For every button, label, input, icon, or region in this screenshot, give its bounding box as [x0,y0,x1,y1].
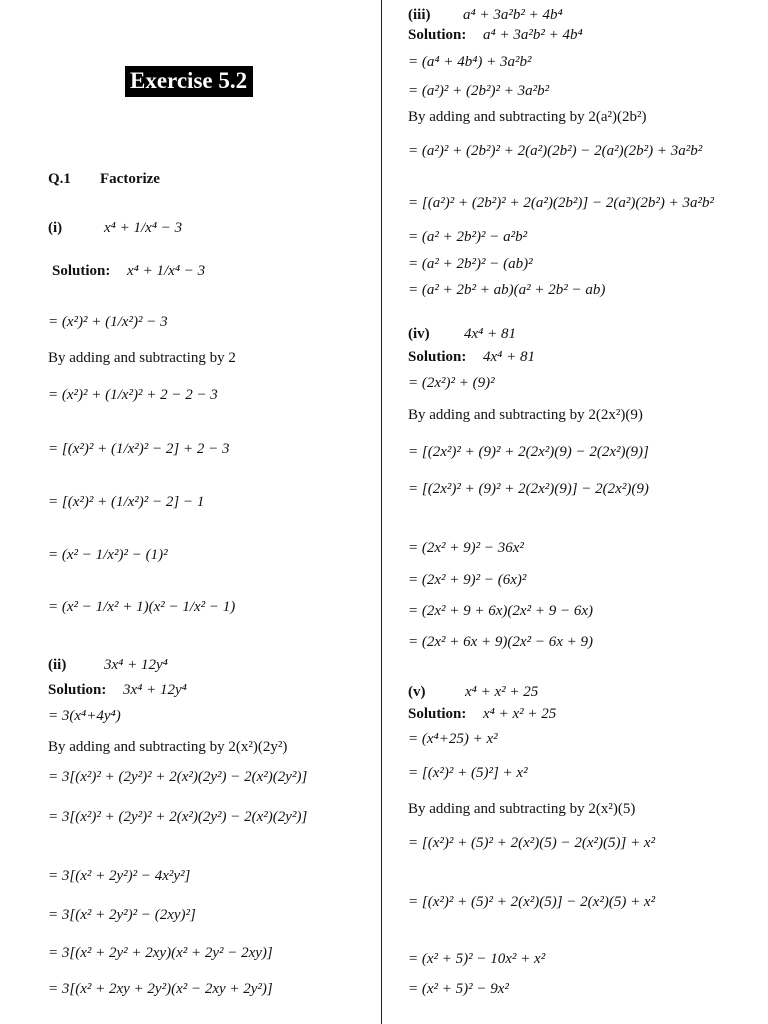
right-step: = (2x² + 9)² − 36x² [408,540,524,556]
right-step-note: By adding and subtracting by 2(2x²)(9) [408,407,643,423]
right-label: Solution: [408,349,467,365]
right-step: = (x⁴+25) + x² [408,731,498,747]
left-step: = [(x²)² + (1/x²)² − 2] + 2 − 3 [48,441,230,457]
left-expression: 3x⁴ + 12y⁴ [123,682,187,698]
right-step-note: By adding and subtracting by 2(x²)(5) [408,801,636,817]
left-step: = 3[(x² + 2y²)² − 4x²y²] [48,868,191,884]
right-label: Solution: [408,27,467,43]
right-step: = (a²)² + (2b²)² + 3a²b² [408,83,550,99]
left-label: (ii) [48,657,67,673]
left-label: Solution: [52,263,111,279]
left-expression: x⁴ + 1/x⁴ − 3 [104,220,183,236]
right-step: = (a² + 2b² + ab)(a² + 2b² − ab) [408,282,606,298]
right-step: = [(x²)² + (5)² + 2(x²)(5)] − 2(x²)(5) + x² [408,894,656,910]
left-label: (i) [48,220,63,236]
right-step-note: By adding and subtracting by 2(a²)(2b²) [408,109,647,125]
right-label: (v) [408,684,426,700]
left-expression: x⁴ + 1/x⁴ − 3 [127,263,206,279]
right-step: = (2x² + 6x + 9)(2x² − 6x + 9) [408,634,593,650]
left-step-note: By adding and subtracting by 2 [48,350,236,366]
right-expression: x⁴ + x² + 25 [465,684,539,700]
right-step: = (a² + 2b²)² − (ab)² [408,256,533,272]
left-step: = 3[(x² + 2y²)² − (2xy)²] [48,907,196,923]
right-step: = (a² + 2b²)² − a²b² [408,229,528,245]
right-expression: 4x⁴ + 81 [464,326,516,342]
question-number: Q.1 [48,171,71,187]
left-step: = 3[(x² + 2xy + 2y²)(x² − 2xy + 2y²)] [48,981,273,997]
right-expression: 4x⁴ + 81 [483,349,535,365]
page-title: Exercise 5.2 [125,66,253,97]
right-step: = [(2x²)² + (9)² + 2(2x²)(9) − 2(2x²)(9)] [408,444,649,460]
left-expression: 3x⁴ + 12y⁴ [104,657,168,673]
right-step: = [(a²)² + (2b²)² + 2(a²)(2b²)] − 2(a²)(2b²) + 3a²b² [408,195,714,211]
right-step: = [(x²)² + (5)²] + x² [408,765,528,781]
right-step: = (x² + 5)² − 9x² [408,981,509,997]
left-step: = (x² − 1/x² + 1)(x² − 1/x² − 1) [48,599,236,615]
right-step: = (2x² + 9)² − (6x)² [408,572,527,588]
question-text: Factorize [100,171,160,187]
left-step: = 3(x⁴+4y⁴) [48,708,121,724]
right-step: = (2x²)² + (9)² [408,375,495,391]
left-step: = (x²)² + (1/x²)² + 2 − 2 − 3 [48,387,218,403]
left-label: Solution: [48,682,107,698]
column-divider [381,0,382,1024]
left-step: = 3[(x²)² + (2y²)² + 2(x²)(2y²) − 2(x²)(2y²)] [48,809,308,825]
left-step: = 3[(x² + 2y² + 2xy)(x² + 2y² − 2xy)] [48,945,273,961]
left-step: = (x²)² + (1/x²)² − 3 [48,314,168,330]
left-step: = (x² − 1/x²)² − (1)² [48,547,168,563]
left-step: = 3[(x²)² + (2y²)² + 2(x²)(2y²) − 2(x²)(2y²)] [48,769,308,785]
right-expression: x⁴ + x² + 25 [483,706,557,722]
right-step: = (a⁴ + 4b⁴) + 3a²b² [408,54,532,70]
right-expression: a⁴ + 3a²b² + 4b⁴ [483,27,583,43]
right-expression: a⁴ + 3a²b² + 4b⁴ [463,7,563,23]
right-step: = (2x² + 9 + 6x)(2x² + 9 − 6x) [408,603,593,619]
right-label: (iv) [408,326,430,342]
right-step: = (a²)² + (2b²)² + 2(a²)(2b²) − 2(a²)(2b²) + 3a²b² [408,143,703,159]
right-label: (iii) [408,7,431,23]
right-step: = [(2x²)² + (9)² + 2(2x²)(9)] − 2(2x²)(9) [408,481,649,497]
right-step: = [(x²)² + (5)² + 2(x²)(5) − 2(x²)(5)] + x² [408,835,656,851]
right-step: = (x² + 5)² − 10x² + x² [408,951,546,967]
left-step-note: By adding and subtracting by 2(x²)(2y²) [48,739,288,755]
left-step: = [(x²)² + (1/x²)² − 2] − 1 [48,494,205,510]
right-label: Solution: [408,706,467,722]
